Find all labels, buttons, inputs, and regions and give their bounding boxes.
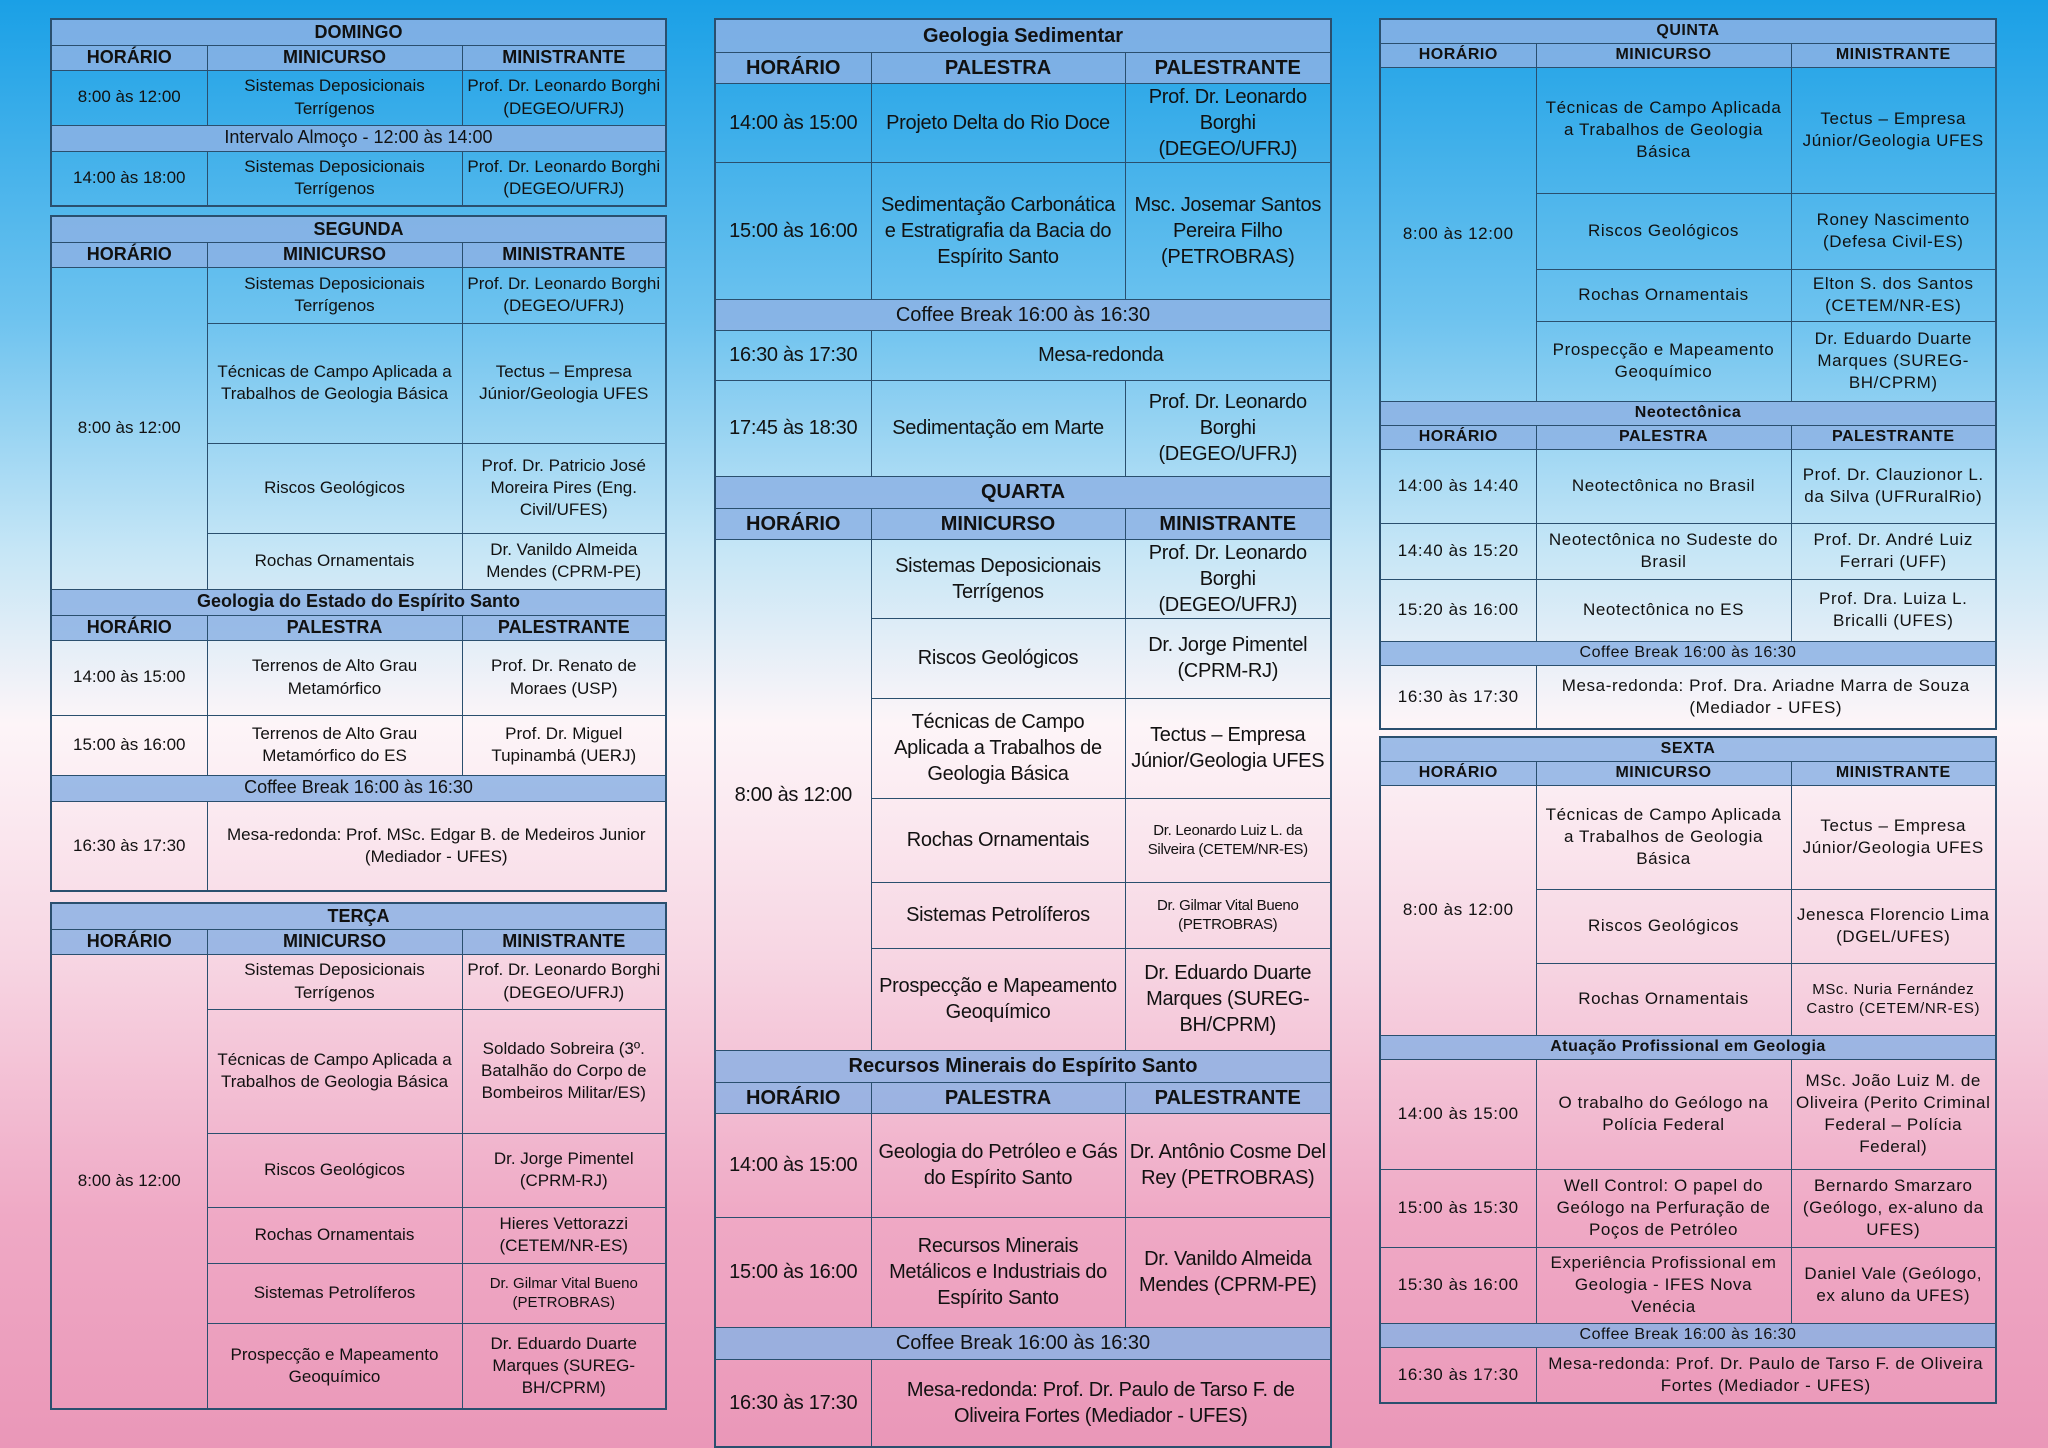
col-header-minicurso: MINICURSO xyxy=(207,929,462,954)
time-cell: 14:00 às 15:00 xyxy=(715,83,871,162)
teacher-cell: Prof. Dr. Leonardo Borghi (DEGEO/UFRJ) xyxy=(462,267,666,323)
time-cell: 16:30 às 17:30 xyxy=(51,801,207,891)
course-cell: Sistemas Petrolíferos xyxy=(871,882,1125,948)
coffee-break: Coffee Break 16:00 às 16:30 xyxy=(1380,641,1996,665)
section-title: Recursos Minerais do Espírito Santo xyxy=(715,1050,1331,1082)
col-header-ministrante: MINISTRANTE xyxy=(1791,43,1996,67)
column-right xyxy=(1379,18,1997,1404)
course-cell: Técnicas de Campo Aplicada a Trabalhos de Geologia Básica xyxy=(871,698,1125,798)
teacher-cell: Dr. Eduardo Duarte Marques (SUREG-BH/CPRM) xyxy=(462,1323,666,1409)
lunch-break: Intervalo Almoço - 12:00 às 14:00 xyxy=(51,125,666,151)
col-header-minicurso: MINICURSO xyxy=(871,508,1125,539)
teacher-cell: Jenesca Florencio Lima (DGEL/UFES) xyxy=(1791,889,1996,963)
section-title: Atuação Profissional em Geologia xyxy=(1380,1035,1996,1059)
speaker-cell: Dr. Vanildo Almeida Mendes (CPRM-PE) xyxy=(1125,1217,1331,1327)
course-cell: Prospecção e Mapeamento Geoquímico xyxy=(871,948,1125,1050)
speaker-cell: Prof. Dr. Miguel Tupinambá (UERJ) xyxy=(462,715,666,775)
course-cell: Riscos Geológicos xyxy=(1536,889,1791,963)
teacher-cell: MSc. Nuria Fernández Castro (CETEM/NR-ES) xyxy=(1791,963,1996,1035)
speaker-cell: Bernardo Smarzaro (Geólogo, ex-aluno da UFES) xyxy=(1791,1169,1996,1247)
col-header-horario: HORÁRIO xyxy=(51,45,207,70)
col-header-minicurso: MINICURSO xyxy=(1536,43,1791,67)
teacher-cell: Tectus – Empresa Júnior/Geologia UFES xyxy=(1791,67,1996,193)
col-header-ministrante: MINISTRANTE xyxy=(462,929,666,954)
course-cell: Sistemas Deposicionais Terrígenos xyxy=(207,70,462,125)
course-cell: Sistemas Deposicionais Terrígenos xyxy=(207,151,462,206)
section-title: Geologia do Estado do Espírito Santo xyxy=(51,589,666,615)
col-header-minicurso: MINICURSO xyxy=(1536,761,1791,785)
speaker-cell: Dr. Antônio Cosme Del Rey (PETROBRAS) xyxy=(1125,1113,1331,1217)
coffee-break: Coffee Break 16:00 às 16:30 xyxy=(51,775,666,801)
teacher-cell: Prof. Dr. Leonardo Borghi (DEGEO/UFRJ) xyxy=(462,70,666,125)
col-header-palestrante: PALESTRANTE xyxy=(462,615,666,640)
talk-cell: Neotectônica no Sudeste do Brasil xyxy=(1536,523,1791,579)
course-cell: Rochas Ornamentais xyxy=(1536,269,1791,321)
sedimentar-table xyxy=(714,18,1332,1448)
teacher-cell: Dr. Eduardo Duarte Marques (SUREG-BH/CPRM) xyxy=(1125,948,1331,1050)
column-left xyxy=(50,18,667,1410)
teacher-cell: Prof. Dr. Leonardo Borghi (DEGEO/UFRJ) xyxy=(462,954,666,1009)
course-cell: Rochas Ornamentais xyxy=(871,798,1125,882)
teacher-cell: Dr. Jorge Pimentel (CPRM-RJ) xyxy=(1125,618,1331,698)
time-cell: 16:30 às 17:30 xyxy=(715,330,871,380)
col-header-horario: HORÁRIO xyxy=(1380,425,1536,449)
talk-cell: Sedimentação Carbonática e Estratigrafia da Bacia do Espírito Santo xyxy=(871,162,1125,299)
speaker-cell: Msc. Josemar Santos Pereira Filho (PETROBRAS) xyxy=(1125,162,1331,299)
day-title: QUARTA xyxy=(715,476,1331,508)
time-cell: 16:30 às 17:30 xyxy=(1380,665,1536,729)
col-header-horario: HORÁRIO xyxy=(715,52,871,83)
course-cell: Prospecção e Mapeamento Geoquímico xyxy=(1536,321,1791,401)
day-title: SEGUNDA xyxy=(51,216,666,242)
col-header-ministrante: MINISTRANTE xyxy=(1791,761,1996,785)
time-cell: 17:45 às 18:30 xyxy=(715,380,871,476)
time-cell: 8:00 às 12:00 xyxy=(715,539,871,1050)
column-middle xyxy=(714,18,1332,1448)
time-cell: 8:00 às 12:00 xyxy=(1380,785,1536,1035)
teacher-cell: Dr. Gilmar Vital Bueno (PETROBRAS) xyxy=(1125,882,1331,948)
talk-cell: Experiência Profissional em Geologia - IFES Nova Venécia xyxy=(1536,1247,1791,1323)
talk-cell: Projeto Delta do Rio Doce xyxy=(871,83,1125,162)
section-title: Neotectônica xyxy=(1380,401,1996,425)
talk-cell: Terrenos de Alto Grau Metamórfico xyxy=(207,640,462,715)
teacher-cell: Roney Nascimento (Defesa Civil-ES) xyxy=(1791,193,1996,269)
teacher-cell: Dr. Gilmar Vital Bueno (PETROBRAS) xyxy=(462,1263,666,1323)
coffee-break: Coffee Break 16:00 às 16:30 xyxy=(715,299,1331,330)
teacher-cell: Prof. Dr. Patricio José Moreira Pires (Eng. Civil/UFES) xyxy=(462,443,666,533)
col-header-horario: HORÁRIO xyxy=(51,929,207,954)
col-header-horario: HORÁRIO xyxy=(715,1082,871,1113)
time-cell: 14:00 às 15:00 xyxy=(51,640,207,715)
col-header-minicurso: MINICURSO xyxy=(207,242,462,267)
course-cell: Riscos Geológicos xyxy=(207,1133,462,1207)
round-table-cell: Mesa-redonda: Prof. Dr. Paulo de Tarso F. de Oliveira Fortes (Mediador - UFES) xyxy=(1536,1347,1996,1403)
speaker-cell: Daniel Vale (Geólogo, ex aluno da UFES) xyxy=(1791,1247,1996,1323)
segunda-table xyxy=(50,215,667,892)
terca-table xyxy=(50,902,667,1410)
course-cell: Riscos Geológicos xyxy=(1536,193,1791,269)
talk-cell: Recursos Minerais Metálicos e Industriais do Espírito Santo xyxy=(871,1217,1125,1327)
speaker-cell: Prof. Dr. Renato de Moraes (USP) xyxy=(462,640,666,715)
col-header-palestra: PALESTRA xyxy=(871,1082,1125,1113)
time-cell: 8:00 às 12:00 xyxy=(51,70,207,125)
section-title: Geologia Sedimentar xyxy=(715,19,1331,52)
col-header-palestrante: PALESTRANTE xyxy=(1125,52,1331,83)
quinta-table xyxy=(1379,18,1997,730)
course-cell: Técnicas de Campo Aplicada a Trabalhos de Geologia Básica xyxy=(1536,785,1791,889)
teacher-cell: Dr. Vanildo Almeida Mendes (CPRM-PE) xyxy=(462,533,666,589)
course-cell: Técnicas de Campo Aplicada a Trabalhos de Geologia Básica xyxy=(207,1009,462,1133)
course-cell: Riscos Geológicos xyxy=(871,618,1125,698)
time-cell: 14:00 às 15:00 xyxy=(1380,1059,1536,1169)
speaker-cell: Prof. Dr. Clauzionor L. da Silva (UFRuralRio) xyxy=(1791,449,1996,523)
speaker-cell: Prof. Dra. Luiza L. Bricalli (UFES) xyxy=(1791,579,1996,641)
talk-cell: Sedimentação em Marte xyxy=(871,380,1125,476)
talk-cell: Neotectônica no Brasil xyxy=(1536,449,1791,523)
course-cell: Sistemas Deposicionais Terrígenos xyxy=(207,267,462,323)
speaker-cell: Prof. Dr. Leonardo Borghi (DEGEO/UFRJ) xyxy=(1125,380,1331,476)
coffee-break: Coffee Break 16:00 às 16:30 xyxy=(715,1327,1331,1359)
round-table-cell: Mesa-redonda: Prof. Dr. Paulo de Tarso F. de Oliveira Fortes (Mediador - UFES) xyxy=(871,1359,1331,1447)
day-title: TERÇA xyxy=(51,903,666,929)
course-cell: Rochas Ornamentais xyxy=(207,533,462,589)
round-table-cell: Mesa-redonda: Prof. Dra. Ariadne Marra de Souza (Mediador - UFES) xyxy=(1536,665,1996,729)
col-header-palestra: PALESTRA xyxy=(871,52,1125,83)
talk-cell: Geologia do Petróleo e Gás do Espírito Santo xyxy=(871,1113,1125,1217)
time-cell: 8:00 às 12:00 xyxy=(51,954,207,1409)
col-header-palestra: PALESTRA xyxy=(1536,425,1791,449)
teacher-cell: Tectus – Empresa Júnior/Geologia UFES xyxy=(462,323,666,443)
speaker-cell: MSc. João Luiz M. de Oliveira (Perito Criminal Federal – Polícia Federal) xyxy=(1791,1059,1996,1169)
col-header-horario: HORÁRIO xyxy=(715,508,871,539)
col-header-minicurso: MINICURSO xyxy=(207,45,462,70)
talk-cell: O trabalho do Geólogo na Polícia Federal xyxy=(1536,1059,1791,1169)
coffee-break: Coffee Break 16:00 às 16:30 xyxy=(1380,1323,1996,1347)
course-cell: Sistemas Petrolíferos xyxy=(207,1263,462,1323)
col-header-ministrante: MINISTRANTE xyxy=(462,45,666,70)
course-cell: Riscos Geológicos xyxy=(207,443,462,533)
time-cell: 14:00 às 18:00 xyxy=(51,151,207,206)
teacher-cell: Dr. Eduardo Duarte Marques (SUREG-BH/CPRM) xyxy=(1791,321,1996,401)
sexta-table xyxy=(1379,736,1997,1404)
teacher-cell: Prof. Dr. Leonardo Borghi (DEGEO/UFRJ) xyxy=(1125,539,1331,618)
course-cell: Rochas Ornamentais xyxy=(207,1207,462,1263)
time-cell: 8:00 às 12:00 xyxy=(1380,67,1536,401)
col-header-palestrante: PALESTRANTE xyxy=(1125,1082,1331,1113)
teacher-cell: Dr. Leonardo Luiz L. da Silveira (CETEM/NR-ES) xyxy=(1125,798,1331,882)
talk-cell: Well Control: O papel do Geólogo na Perfuração de Poços de Petróleo xyxy=(1536,1169,1791,1247)
col-header-palestrante: PALESTRANTE xyxy=(1791,425,1996,449)
talk-cell: Terrenos de Alto Grau Metamórfico do ES xyxy=(207,715,462,775)
speaker-cell: Prof. Dr. André Luiz Ferrari (UFF) xyxy=(1791,523,1996,579)
teacher-cell: Soldado Sobreira (3º. Batalhão do Corpo de Bombeiros Militar/ES) xyxy=(462,1009,666,1133)
col-header-ministrante: MINISTRANTE xyxy=(1125,508,1331,539)
time-cell: 15:00 às 16:00 xyxy=(715,1217,871,1327)
time-cell: 15:30 às 16:00 xyxy=(1380,1247,1536,1323)
col-header-palestra: PALESTRA xyxy=(207,615,462,640)
round-table-cell: Mesa-redonda xyxy=(871,330,1331,380)
teacher-cell: Prof. Dr. Leonardo Borghi (DEGEO/UFRJ) xyxy=(462,151,666,206)
time-cell: 8:00 às 12:00 xyxy=(51,267,207,589)
teacher-cell: Dr. Jorge Pimentel (CPRM-RJ) xyxy=(462,1133,666,1207)
day-title: QUINTA xyxy=(1380,19,1996,43)
teacher-cell: Tectus – Empresa Júnior/Geologia UFES xyxy=(1791,785,1996,889)
col-header-horario: HORÁRIO xyxy=(1380,761,1536,785)
col-header-horario: HORÁRIO xyxy=(51,242,207,267)
course-cell: Sistemas Deposicionais Terrígenos xyxy=(207,954,462,1009)
time-cell: 15:20 às 16:00 xyxy=(1380,579,1536,641)
course-cell: Sistemas Deposicionais Terrígenos xyxy=(871,539,1125,618)
course-cell: Técnicas de Campo Aplicada a Trabalhos de Geologia Básica xyxy=(1536,67,1791,193)
round-table-cell: Mesa-redonda: Prof. MSc. Edgar B. de Medeiros Junior (Mediador - UFES) xyxy=(207,801,666,891)
teacher-cell: Tectus – Empresa Júnior/Geologia UFES xyxy=(1125,698,1331,798)
col-header-horario: HORÁRIO xyxy=(51,615,207,640)
teacher-cell: Hieres Vettorazzi (CETEM/NR-ES) xyxy=(462,1207,666,1263)
col-header-horario: HORÁRIO xyxy=(1380,43,1536,67)
time-cell: 14:00 às 15:00 xyxy=(715,1113,871,1217)
domingo-table xyxy=(50,18,667,207)
course-cell: Prospecção e Mapeamento Geoquímico xyxy=(207,1323,462,1409)
time-cell: 14:40 às 15:20 xyxy=(1380,523,1536,579)
day-title: SEXTA xyxy=(1380,737,1996,761)
time-cell: 16:30 às 17:30 xyxy=(1380,1347,1536,1403)
col-header-ministrante: MINISTRANTE xyxy=(462,242,666,267)
time-cell: 15:00 às 16:00 xyxy=(715,162,871,299)
time-cell: 15:00 às 16:00 xyxy=(51,715,207,775)
time-cell: 16:30 às 17:30 xyxy=(715,1359,871,1447)
teacher-cell: Elton S. dos Santos (CETEM/NR-ES) xyxy=(1791,269,1996,321)
speaker-cell: Prof. Dr. Leonardo Borghi (DEGEO/UFRJ) xyxy=(1125,83,1331,162)
time-cell: 15:00 às 15:30 xyxy=(1380,1169,1536,1247)
talk-cell: Neotectônica no ES xyxy=(1536,579,1791,641)
course-cell: Técnicas de Campo Aplicada a Trabalhos de Geologia Básica xyxy=(207,323,462,443)
day-title: DOMINGO xyxy=(51,19,666,45)
course-cell: Rochas Ornamentais xyxy=(1536,963,1791,1035)
time-cell: 14:00 às 14:40 xyxy=(1380,449,1536,523)
